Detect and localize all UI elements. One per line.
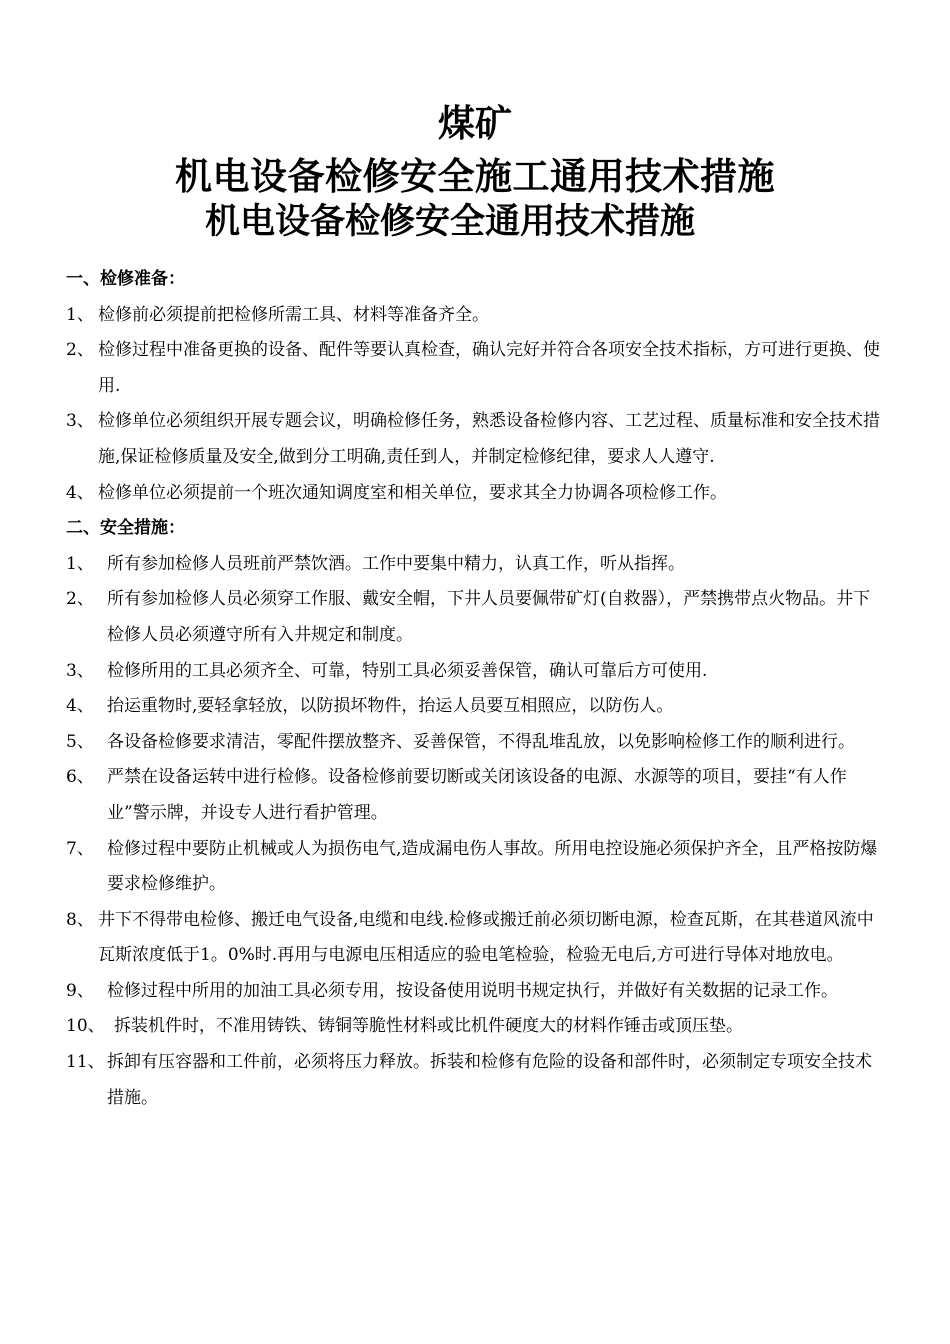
list-item: [66, 333, 886, 404]
item-text: 检修单位必须提前一个班次通知调度室和相关单位，要求其全力协调各项检修工作。: [98, 482, 727, 503]
title-line-1: 煤矿: [438, 101, 512, 145]
item-number: 8、: [66, 909, 94, 930]
list-item: [66, 404, 886, 475]
item-text: 各设备检修要求清洁，零配件摆放整齐、妥善保管，不得乱堆乱放，以免影响检修工作的顺利进行。: [107, 731, 855, 752]
item-text: 检修过程中准备更换的设备、配件等要认真检查，确认完好并符合各项安全技术指标，方可进行更换、使用.: [98, 340, 880, 396]
item-text: 检修所用的工具必须齐全、可靠，特别工具必须妥善保管，确认可靠后方可使用.: [107, 660, 708, 681]
list-item: [66, 298, 886, 334]
item-number: 3、: [66, 660, 94, 681]
title-line-2: 机电设备检修安全施工通用技术措施: [175, 154, 775, 198]
list-item: [66, 582, 886, 653]
list-item: [66, 974, 886, 1010]
list-item: [66, 1009, 886, 1045]
item-number: 2、: [66, 589, 94, 610]
item-number: 10、: [66, 1016, 105, 1037]
item-text: 检修过程中要防止机械或人为损伤电气,造成漏电伤人事故。所用电控设施必须保护齐全，且严格按防爆要求检修维护。: [107, 838, 878, 895]
list-item: [66, 760, 886, 831]
item-number: 11、: [66, 1052, 105, 1073]
item-number: 4、: [66, 482, 94, 503]
item-text: 拆卸有压容器和工件前，必须将压力释放。拆装和检修有危险的设备和部件时，必须制定专项安全技术措施。: [107, 1052, 872, 1108]
item-text: 拆装机件时，不准用铸铁、铸铜等脆性材料或比机件硬度大的材料作锤击或顶压垫。: [114, 1016, 743, 1037]
item-number: 6、: [66, 767, 94, 788]
list-item: [66, 832, 886, 903]
list-item: [66, 1045, 886, 1116]
item-text: 检修单位必须组织开展专题会议，明确检修任务，熟悉设备检修内容、工艺过程、质量标准和安全技术措施,保证检修质量及安全,做到分工明确,责任到人，并制定检修纪律，要求人人遵守.: [98, 411, 880, 467]
item-text: 检修过程中所用的加油工具必须专用，按设备使用说明书规定执行，并做好有关数据的记录工作。: [107, 980, 838, 1001]
item-number: 1、: [66, 553, 94, 574]
title-line-3: 机电设备检修安全通用技术措施: [204, 201, 695, 242]
item-text: 所有参加检修人员班前严禁饮酒。工作中要集中精力，认真工作，听从指挥。: [107, 553, 685, 574]
section-heading-preparation: 一、检修准备：: [66, 269, 185, 289]
item-number: 3、: [66, 411, 94, 432]
list-item: [66, 725, 886, 761]
section-heading-safety: 二、安全措施：: [66, 518, 185, 539]
list-item: [66, 547, 886, 583]
list-item: [66, 689, 886, 725]
item-text: 所有参加检修人员必须穿工作服、戴安全帽，下井人员要佩带矿灯(自救器），严禁携带点火物品。井下检修人员必须遵守所有入井规定和制度。: [107, 589, 871, 645]
item-number: 7、: [66, 838, 94, 859]
item-text: 井下不得带电检修、搬迁电气设备,电缆和电线.检修或搬迁前必须切断电源，检查瓦斯，在其巷道风流中瓦斯浓度低于1。0%时.再用与电源电压相适应的验电笔检验，检验无电后,方可进行导体对地放电。: [98, 909, 874, 966]
item-number: 5、: [66, 731, 94, 752]
item-number: 4、: [66, 696, 94, 717]
list-item: [66, 654, 886, 690]
item-text: 抬运重物时,要轻拿轻放，以防损坏物件，抬运人员要互相照应，以防伤人。: [107, 696, 674, 717]
item-number: 9、: [66, 980, 94, 1001]
list-item: [66, 476, 886, 512]
item-number: 1、: [66, 304, 94, 325]
item-text: 严禁在设备运转中进行检修。设备检修前要切断或关闭该设备的电源、水源等的项目，要挂“有人作业”警示牌，并设专人进行看护管理。: [107, 767, 847, 823]
item-number: 2、: [66, 340, 94, 361]
list-item: [66, 903, 886, 974]
item-text: 检修前必须提前把检修所需工具、材料等准备齐全。: [98, 304, 489, 325]
document-body: [66, 262, 886, 1116]
